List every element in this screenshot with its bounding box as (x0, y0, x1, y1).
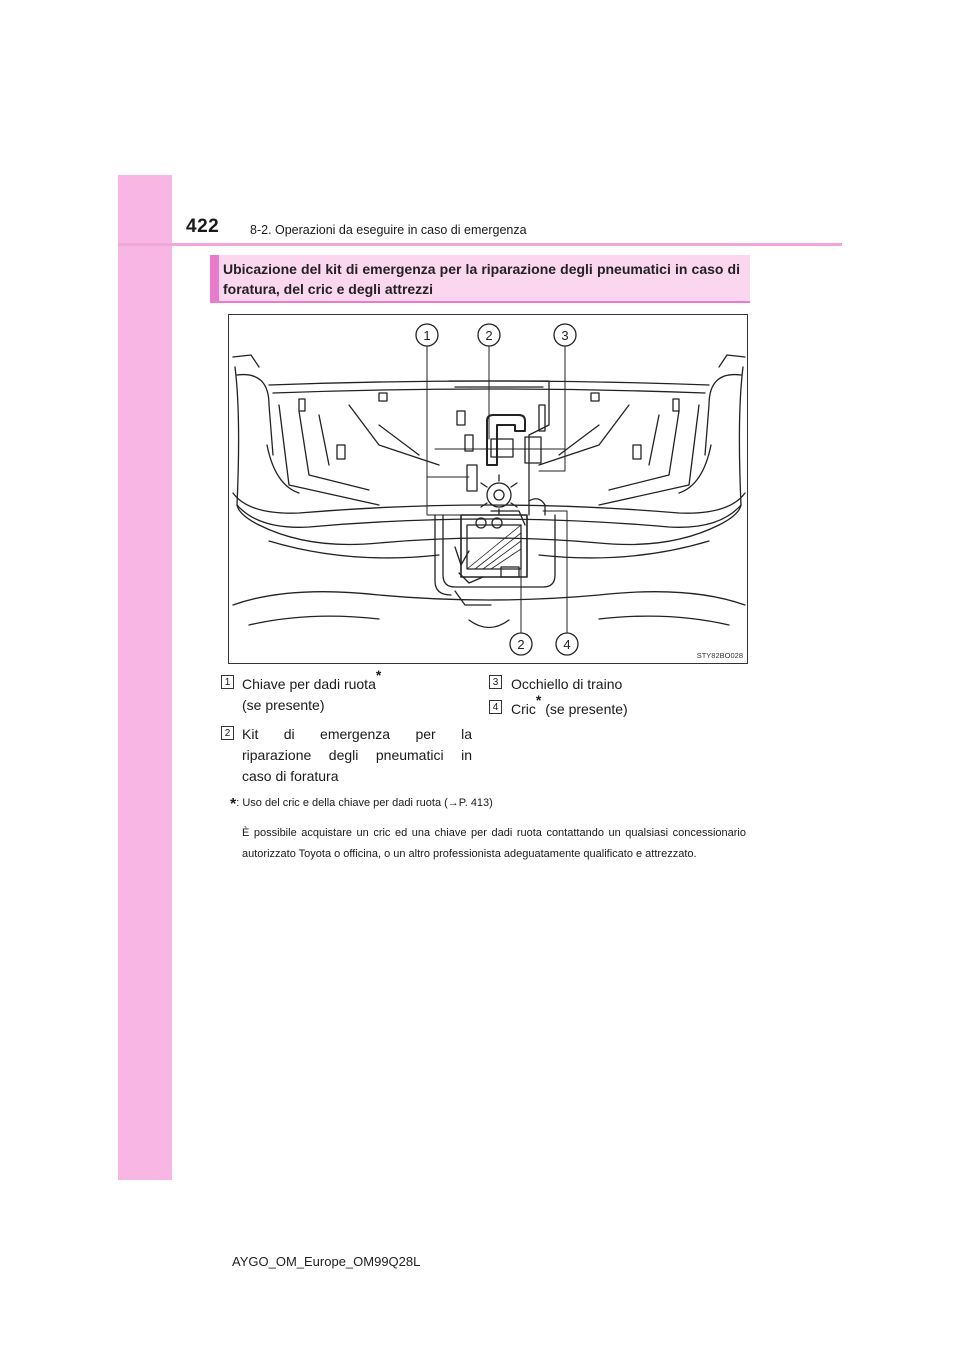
legend-item-text: (se presente) (541, 701, 628, 717)
callout-label: 2 (517, 637, 525, 652)
section-accent-bar (210, 255, 219, 303)
footnote (230, 796, 493, 814)
section-underline (210, 301, 750, 303)
asterisk-mark: * (535, 692, 542, 709)
legend-item-3 (511, 674, 741, 695)
legend-item-1 (242, 667, 472, 716)
legend-item-text: Cric (511, 701, 536, 717)
legend-item-text: Occhiello di traino (511, 676, 623, 692)
document-id-footer: AYGO_OM_Europe_OM99Q28L (232, 1254, 421, 1269)
chapter-title: 8-2. Operazioni da eseguire in caso di emergenza (250, 223, 527, 237)
figure-code: STY82BO028 (696, 651, 743, 660)
section-heading: Ubicazione del kit di emergenza per la riparazione degli pneumatici in caso di foratura, del cric e degli attrezzi (223, 261, 740, 297)
chapter-sidebar-tab (118, 175, 172, 1180)
legend-item-4 (511, 692, 741, 720)
callout-label: 4 (563, 637, 571, 652)
footnote-asterisk: * (230, 796, 237, 813)
footnote-paragraph: È possibile acquistare un cric ed una chiave per dadi ruota contattando un qualsiasi concessionario autorizzato Toyota o officina, o un altro professionista adeguatamente qualificato e attrezzato. (242, 827, 746, 860)
legend-number-1: 1 (221, 675, 234, 689)
legend-item-text: caso di foratura (242, 768, 339, 784)
header-divider (118, 243, 842, 246)
asterisk-mark: * (375, 667, 382, 684)
callout-label: 2 (485, 328, 493, 343)
legend-number-2: 2 (221, 726, 234, 740)
section-heading-box (210, 255, 750, 303)
legend-number-4: 4 (489, 700, 502, 714)
legend-item-text: Kit di emergenza per la (242, 726, 472, 742)
legend-item-text: Chiave per dadi ruota (242, 676, 376, 692)
legend-item-text: (se presente) (242, 697, 325, 713)
page-number: 422 (186, 216, 220, 237)
callout-label: 3 (561, 328, 569, 343)
legend-item-text: riparazione degli pneumatici in (242, 747, 472, 763)
legend-number-3: 3 (489, 675, 502, 689)
legend-item-2 (242, 724, 472, 787)
trunk-illustration (228, 314, 748, 664)
footnote-text: : Uso del cric e della chiave per dadi ruota (→P. 413) (236, 797, 493, 809)
callout-label: 1 (423, 328, 431, 343)
